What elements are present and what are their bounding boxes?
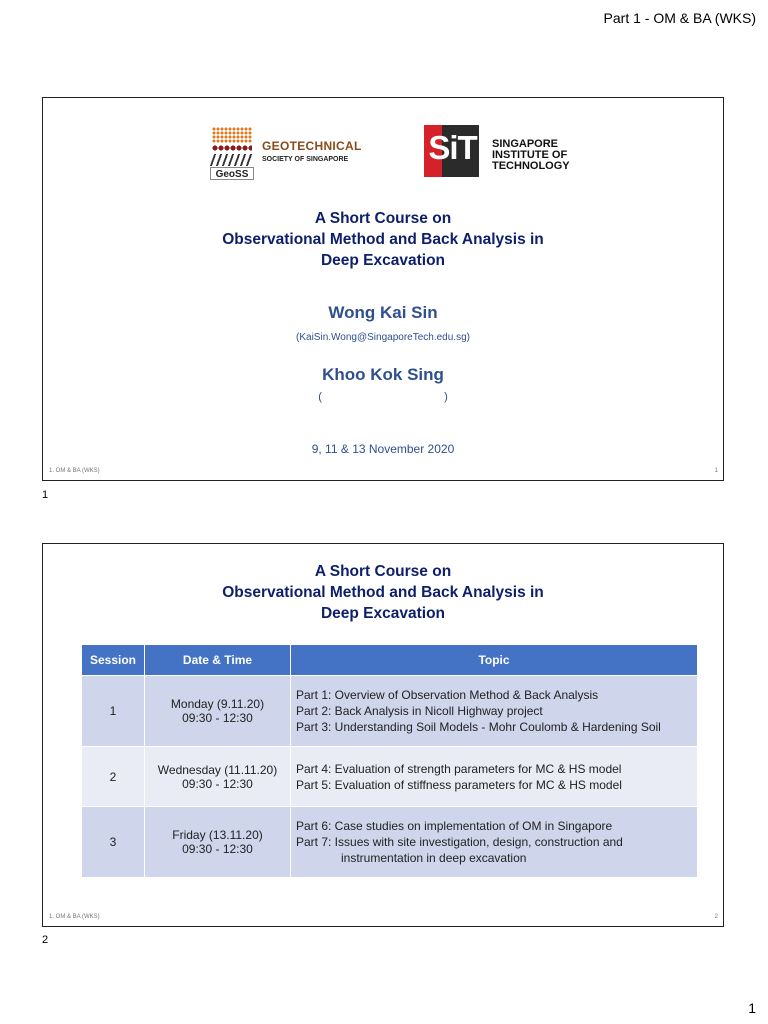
slide-1 [42, 97, 724, 481]
geoss-logo-icon: GeoSS [210, 125, 254, 181]
session-topics: Part 1: Overview of Observation Method & Back Analysis Part 2: Back Analysis in Nicoll Highway project Part 3: Understanding Soil Models - Mohr Coulomb & Hardening Soil [291, 676, 698, 747]
course-date: 9, 11 & 13 November 2020 [311, 442, 455, 456]
slide-footer-label: 1. OM & BA (WKS) [49, 468, 100, 474]
session-number: 2 [82, 747, 145, 807]
slide-footer-number: 2 [714, 914, 718, 920]
slide-1-title: A Short Course on Observational Method and Back Analysis in Deep Excavation [222, 210, 544, 269]
presenter-2-email: ( ) [318, 391, 448, 403]
table-row [82, 676, 698, 747]
page-header: Part 1 - OM & BA (WKS) [603, 10, 756, 26]
table-row [82, 807, 698, 878]
presenter-2-name: Khoo Kok Sing [322, 365, 444, 384]
session-topics: Part 6: Case studies on implementation of OM in Singapore Part 7: Issues with site investigation, design, construction and instrumentation in deep excavation [291, 807, 698, 878]
schedule-table [81, 644, 698, 878]
geoss-logo [210, 125, 370, 181]
slide-footer-label: 1. OM & BA (WKS) [49, 914, 100, 920]
sit-name: SINGAPORE INSTITUTE OF TECHNOLOGY [492, 138, 570, 172]
sit-logo [424, 125, 594, 181]
slide-index-2: 2 [42, 934, 49, 946]
geoss-name: GEOTECHNICAL [262, 139, 362, 153]
geoss-subtitle: SOCIETY OF SINGAPORE [262, 156, 349, 163]
session-topics: Part 4: Evaluation of strength parameters for MC & HS model Part 5: Evaluation of stiffness parameters for MC & HS model [291, 747, 698, 807]
presenter-1-email: (KaiSin.Wong@SingaporeTech.edu.sg) [296, 332, 470, 343]
table-row [82, 747, 698, 807]
session-date-time: Monday (9.11.20) 09:30 - 12:30 [145, 676, 291, 747]
page-number: 1 [748, 1000, 756, 1016]
slide-2 [42, 543, 724, 927]
session-number: 1 [82, 676, 145, 747]
header-topic: Topic [291, 645, 698, 676]
header-session: Session [82, 645, 145, 676]
header-date-time: Date & Time [145, 645, 291, 676]
presenter-1-name: Wong Kai Sin [328, 303, 438, 322]
session-date-time: Wednesday (11.11.20) 09:30 - 12:30 [145, 747, 291, 807]
session-number: 3 [82, 807, 145, 878]
slide-index-1: 1 [42, 489, 49, 501]
sit-logo-icon: SiT [424, 125, 479, 177]
slide-footer-number: 1 [714, 468, 718, 474]
table-header-row [82, 645, 698, 676]
slide-2-title: A Short Course on Observational Method and Back Analysis in Deep Excavation [222, 563, 544, 622]
session-date-time: Friday (13.11.20) 09:30 - 12:30 [145, 807, 291, 878]
